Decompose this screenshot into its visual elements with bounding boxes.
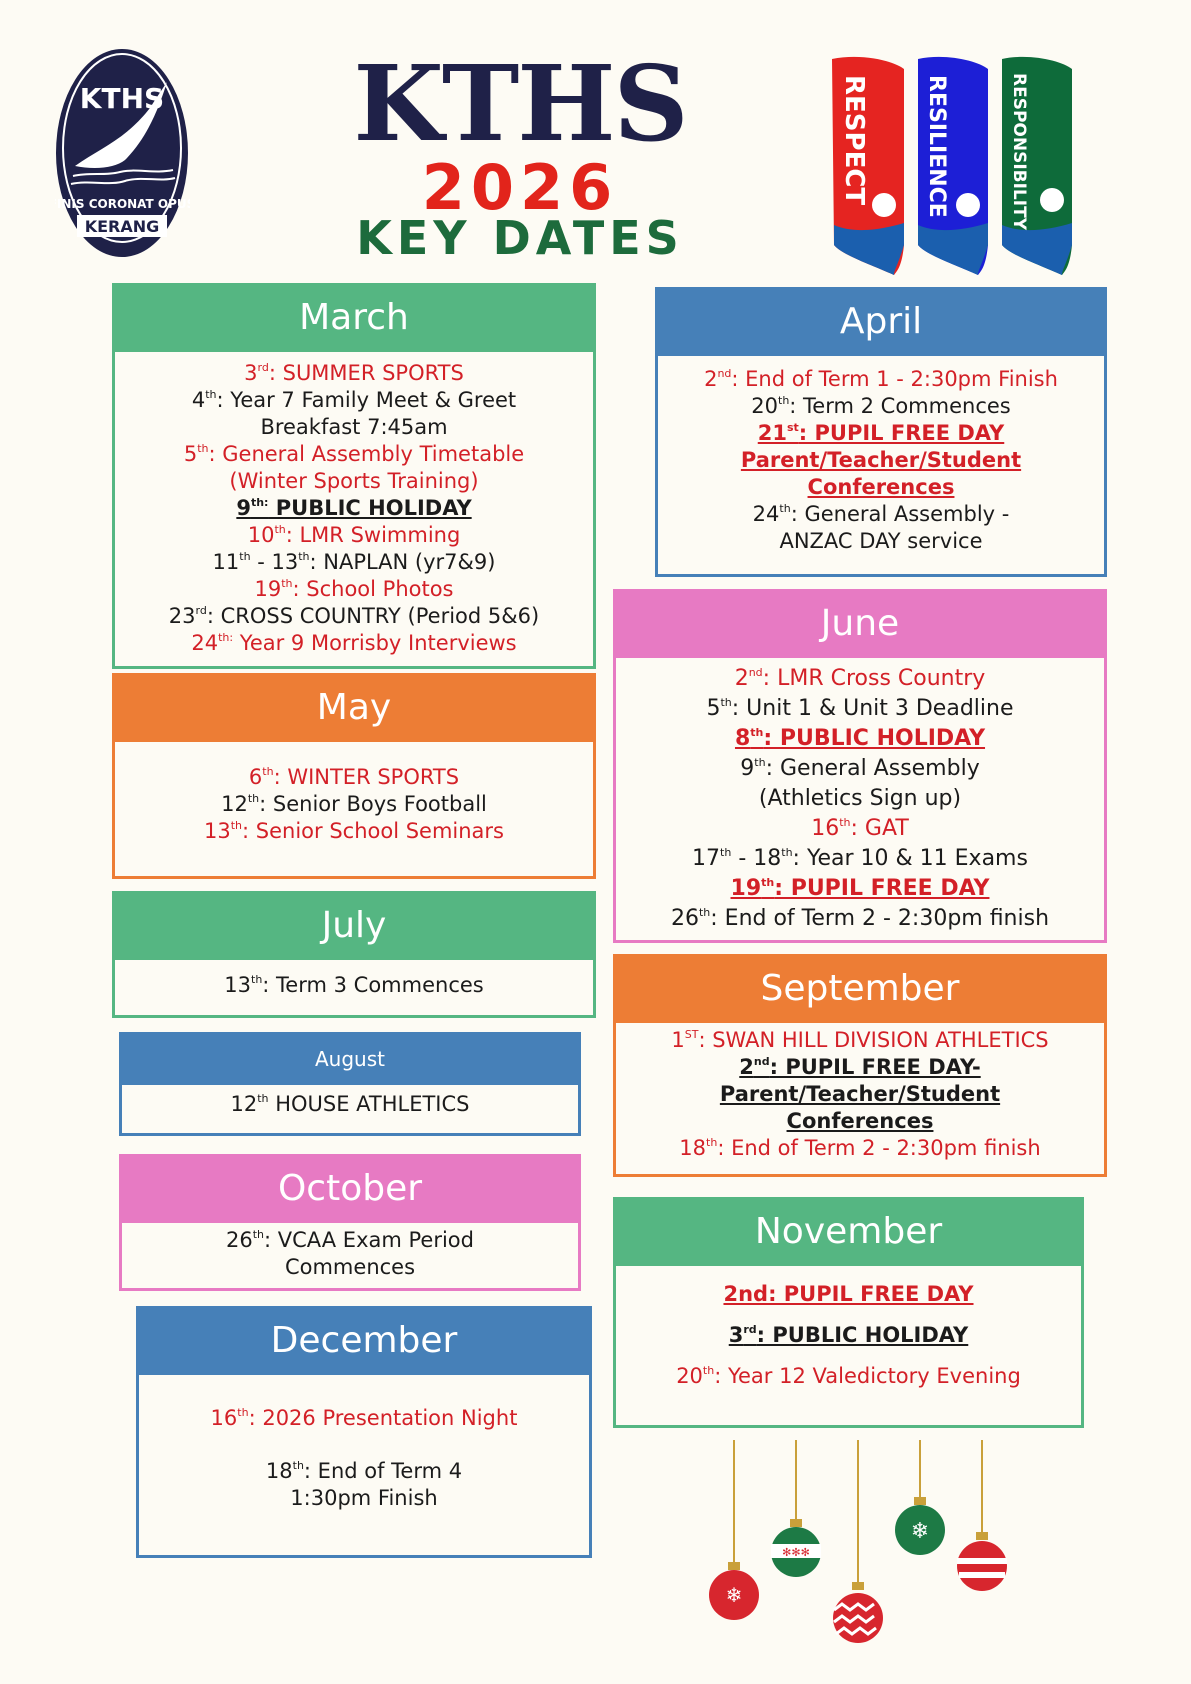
june-header: June bbox=[616, 592, 1104, 658]
november-box bbox=[613, 1197, 1084, 1428]
svg-text:RESILIENCE: RESILIENCE bbox=[924, 75, 949, 218]
ornament-icon bbox=[957, 1532, 1007, 1591]
march-item: $9^{th:}$ PUBLIC HOLIDAY bbox=[236, 496, 472, 520]
march-item: 23rd: CROSS COUNTRY (Period 5&6) bbox=[168, 604, 540, 628]
march-item: (Winter Sports Training) bbox=[229, 469, 479, 493]
march-item: 10th: LMR Swimming bbox=[247, 523, 461, 547]
june-item: 19th: PUPIL FREE DAY bbox=[730, 876, 990, 901]
may-item: 12th: Senior Boys Football bbox=[221, 792, 487, 816]
april-box bbox=[655, 287, 1107, 577]
christmas-ornaments bbox=[700, 1440, 1030, 1660]
august-box bbox=[119, 1032, 581, 1136]
october-box bbox=[119, 1154, 581, 1291]
march-item: 5th: General Assembly Timetable bbox=[183, 442, 525, 466]
svg-text:❄: ❄ bbox=[910, 1519, 930, 1544]
september-item: 18th: End of Term 2 - 2:30pm finish bbox=[679, 1136, 1041, 1160]
april-header: April bbox=[658, 290, 1104, 356]
june-item: 26th: End of Term 2 - 2:30pm finish bbox=[670, 906, 1050, 931]
march-header: March bbox=[115, 286, 593, 352]
march-item: 3rd: SUMMER SPORTS bbox=[244, 361, 464, 385]
may-box bbox=[112, 673, 596, 879]
september-item: Parent/Teacher/Student bbox=[719, 1082, 1001, 1106]
svg-text:✻✻✻: ✻✻✻ bbox=[782, 1546, 810, 1559]
march-item: 19th: School Photos bbox=[254, 577, 454, 601]
page-subtitle: KEY DATES bbox=[356, 211, 684, 265]
november-item: 2nd: PUPIL FREE DAY bbox=[723, 1282, 974, 1306]
ornament-icon bbox=[833, 1582, 883, 1643]
august-header: August bbox=[122, 1035, 578, 1085]
june-item: 16th: GAT bbox=[811, 816, 909, 841]
may-header: May bbox=[115, 676, 593, 742]
school-logo bbox=[55, 48, 190, 258]
svg-text:FINIS CORONAT OPUS: FINIS CORONAT OPUS bbox=[55, 197, 190, 211]
march-item: Breakfast 7:45am bbox=[260, 415, 448, 439]
march-box bbox=[112, 283, 596, 669]
logo-text: KTHS bbox=[79, 82, 165, 115]
september-box bbox=[613, 954, 1107, 1177]
april-item: 20th: Term 2 Commences bbox=[751, 394, 1011, 418]
march-item: $24^{th:}$ Year 9 Morrisby Interviews bbox=[191, 631, 517, 655]
june-item: (Athletics Sign up) bbox=[758, 786, 962, 811]
july-box bbox=[112, 891, 596, 1018]
june-item: 2nd: LMR Cross Country bbox=[734, 666, 986, 691]
september-item: 1ST: SWAN HILL DIVISION ATHLETICS bbox=[671, 1028, 1049, 1052]
december-item: 1:30pm Finish bbox=[290, 1486, 438, 1510]
april-item: 2nd: End of Term 1 - 2:30pm Finish bbox=[704, 367, 1058, 391]
october-header: October bbox=[122, 1157, 578, 1223]
july-item: 13th: Term 3 Commences bbox=[224, 973, 484, 997]
ornament-icon bbox=[771, 1519, 821, 1577]
november-header: November bbox=[616, 1200, 1081, 1266]
june-item: 9th: General Assembly bbox=[740, 756, 980, 781]
september-item: Conferences bbox=[786, 1109, 934, 1133]
april-item: Conferences bbox=[807, 475, 955, 499]
december-header: December bbox=[139, 1309, 589, 1375]
page-year: 2026 bbox=[421, 151, 619, 224]
ornament-icon bbox=[709, 1562, 759, 1620]
april-item: 21st: PUPIL FREE DAY bbox=[757, 421, 1005, 445]
svg-text:RESPECT: RESPECT bbox=[839, 75, 869, 206]
march-item: 11th - 13th: NAPLAN (yr7&9) bbox=[212, 550, 496, 574]
november-item: 3rd: PUBLIC HOLIDAY bbox=[728, 1323, 969, 1347]
november-item: 20th: Year 12 Valedictory Evening bbox=[676, 1364, 1021, 1388]
values-flags bbox=[832, 55, 1077, 280]
svg-text:RESPONSIBILITY: RESPONSIBILITY bbox=[1009, 73, 1029, 231]
december-box bbox=[136, 1306, 592, 1558]
ornament-icon bbox=[895, 1497, 945, 1555]
june-item: 5th: Unit 1 & Unit 3 Deadline bbox=[706, 696, 1014, 721]
october-item: Commences bbox=[284, 1255, 416, 1279]
april-item: 24th: General Assembly - bbox=[752, 502, 1010, 526]
september-header: September bbox=[616, 957, 1104, 1023]
june-item: 17th - 18th: Year 10 & 11 Exams bbox=[692, 846, 1028, 871]
april-item: Parent/Teacher/Student bbox=[740, 448, 1022, 472]
december-item: 18th: End of Term 4 bbox=[265, 1459, 463, 1483]
december-item: 16th: 2026 Presentation Night bbox=[210, 1406, 518, 1430]
august-item: 12th HOUSE ATHLETICS bbox=[230, 1092, 470, 1116]
svg-text:❄: ❄ bbox=[725, 1583, 743, 1607]
june-box bbox=[613, 589, 1107, 943]
september-item: 2nd: PUPIL FREE DAY- bbox=[739, 1055, 981, 1079]
june-item: 8th: PUBLIC HOLIDAY bbox=[734, 726, 986, 751]
may-item: 13th: Senior School Seminars bbox=[203, 819, 505, 843]
may-item: 6th: WINTER SPORTS bbox=[248, 765, 460, 789]
october-item: 26th: VCAA Exam Period bbox=[226, 1228, 474, 1252]
page-title: KTHS bbox=[353, 42, 687, 165]
march-item: 4th: Year 7 Family Meet & Greet bbox=[191, 388, 517, 412]
svg-text:KERANG: KERANG bbox=[84, 217, 160, 236]
april-item: ANZAC DAY service bbox=[779, 529, 983, 553]
july-header: July bbox=[115, 894, 593, 960]
